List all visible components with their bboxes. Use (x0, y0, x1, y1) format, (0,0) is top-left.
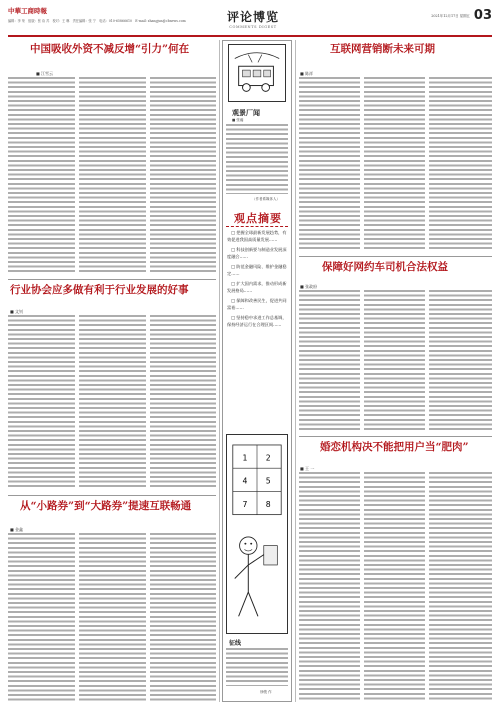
masthead-rule (8, 35, 492, 37)
article-1-body-col-3 (150, 77, 216, 275)
svg-text:2: 2 (265, 453, 271, 463)
article-6-body-col-2 (364, 472, 425, 701)
article-3-body-col-3 (150, 533, 216, 701)
article-3-body-col-1 (8, 533, 75, 701)
section-title: 评论博览 (226, 10, 279, 24)
sidebar-body (226, 124, 288, 194)
article-3-body-col-2 (79, 533, 146, 701)
section-header (218, 8, 288, 29)
sidebar-title: 观景厂闻 (232, 108, 260, 117)
masthead-left (8, 6, 186, 23)
editor-info: 编辑：李 荣 组版：张 诗 苏 校对：王 琳 责任编辑：张 宁 电话：010-65866610 E-mail: zhangjun@cbnews.com (8, 19, 186, 23)
page-number: 03 (473, 8, 492, 23)
article-2-byline: ■ 文钊 (10, 309, 24, 314)
article-4-divider (299, 256, 492, 257)
cartoon-caption: 征线 (229, 640, 242, 647)
article-2-body-col-1 (8, 315, 75, 490)
article-5-divider (299, 436, 492, 437)
sidebar-signature: （作者系媒体人） (252, 197, 280, 201)
viewpoint-item: □ 扩大国内需求，推动形成新发展格局…… (227, 281, 287, 293)
article-4-body-col-1 (299, 77, 360, 252)
viewpoint-item: □ 保障和改善民生，促进共同富裕…… (227, 298, 287, 310)
svg-text:4: 4 (242, 476, 248, 486)
section-title-en: COMMENTS DIGEST (229, 25, 277, 29)
viewpoint-list (227, 230, 288, 395)
article-2-body-col-2 (79, 315, 146, 490)
article-1-divider (8, 279, 216, 280)
article-5-headline[interactable]: 保障好网约车司机合法权益 (322, 261, 448, 273)
cartoon-credit: 徐骏 作 (260, 690, 272, 694)
article-2-divider (8, 495, 216, 496)
cartoon-text (226, 648, 288, 686)
svg-text:1: 1 (242, 453, 248, 463)
viewpoint-item: □ 把握全球最新发展趋势，有效促进我国高质量发展…… (227, 230, 287, 242)
paper-name: 中華工商時報 (8, 7, 47, 15)
top-cartoon (228, 44, 286, 102)
article-6-byline: ■ 王 一 (300, 466, 315, 471)
article-3-headline[interactable]: 从“小路券”到“大路券”提速互联畅通 (20, 500, 192, 512)
article-3-byline: ■ 金鑫 (10, 527, 24, 532)
column-divider-left (219, 40, 220, 702)
article-4-byline: ■ 陈祥 (300, 71, 314, 76)
viewpoint-rule (226, 226, 288, 227)
article-1-body-col-1 (8, 77, 75, 275)
article-2-body-col-3 (150, 315, 216, 490)
article-6-body-col-3 (429, 472, 492, 701)
article-5-byline: ■ 张政府 (300, 284, 318, 289)
article-4-headline[interactable]: 互联网营销断未来可期 (330, 43, 435, 55)
article-1-body-col-2 (79, 77, 146, 275)
viewpoint-title: 观点摘要 (234, 212, 282, 225)
article-1-byline: ■ 江雪云 (36, 71, 54, 76)
svg-text:7: 7 (242, 499, 248, 509)
article-6-headline[interactable]: 婚恋机构决不能把用户当“肥肉” (320, 441, 469, 453)
article-5-body-col-3 (429, 290, 492, 430)
svg-text:8: 8 (265, 499, 271, 509)
masthead-right (431, 8, 492, 23)
viewpoint-item: □ 坚持稳中求进工作总基调，保持经济运行在合理区间…… (227, 315, 287, 327)
svg-text:5: 5 (265, 476, 271, 486)
column-divider-right (295, 40, 296, 702)
article-2-headline[interactable]: 行业协会应多做有利于行业发展的好事 (10, 284, 189, 296)
article-5-body-col-2 (364, 290, 425, 430)
article-5-body-col-1 (299, 290, 360, 430)
article-4-body-col-3 (429, 77, 492, 252)
issue-date: 2021年12月17日 星期五 (431, 14, 470, 18)
masthead (8, 6, 492, 36)
viewpoint-item: □ 防范金融风险、维护金融稳定…… (227, 264, 287, 276)
article-1-headline[interactable]: 中国吸收外资不减反增“引力”何在 (30, 43, 190, 55)
article-6-body-col-1 (299, 472, 360, 701)
viewpoint-item: □ 科技创新要与制造业发展深度融合…… (227, 247, 287, 259)
sidebar-author: ■ 张瀚 (232, 118, 244, 122)
article-4-body-col-2 (364, 77, 425, 252)
editorial-cartoon (226, 434, 288, 634)
